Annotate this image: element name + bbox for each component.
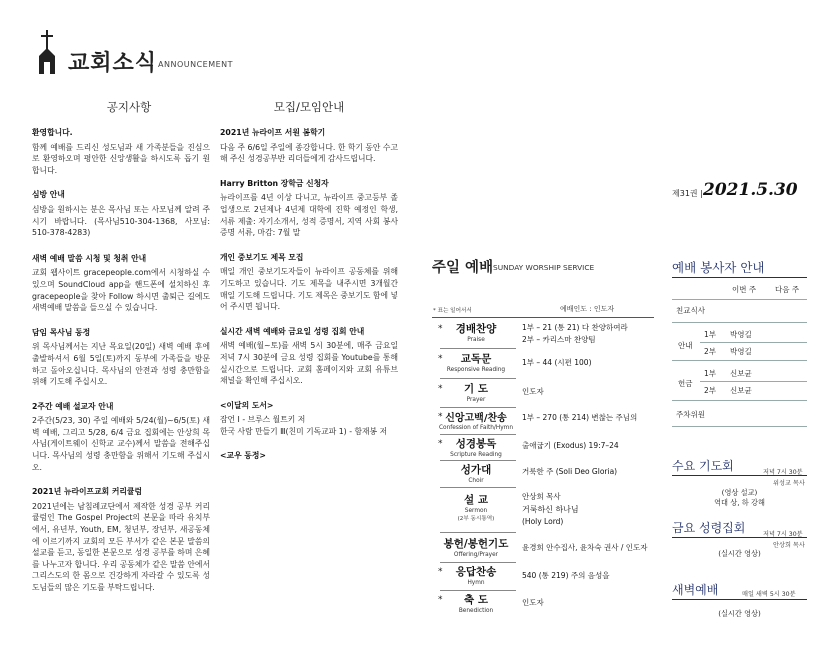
worship-item: * 응답찬송 Hymn 540 (통 219) 주의 음성을 [432, 564, 654, 590]
meetings-column [220, 127, 398, 474]
notices-heading: 공지사항 [106, 100, 152, 114]
worship-divider [432, 317, 654, 318]
meeting-article: <이달의 도서> 잠언 I - 브루스 월트키 저 한국 사람 만들기 Ⅲ(친미 기독교파 1) - 함재봉 저 [220, 400, 388, 436]
bulletin-date: 2021.5.30 [703, 180, 798, 200]
meetings-heading: 모집/모임안내 [273, 100, 345, 114]
worship-leader: 예배인도 : 인도자 [560, 305, 615, 313]
volunteers-table: 이번 주 다음 주 친교식사 안내 1부 박영길 2부 박영길 헌금 1부 신보균 2부 신보균 주차위원 [672, 277, 807, 432]
meeting-article: <교우 동정> [220, 451, 266, 461]
meeting-article: Harry Britton 장학금 신청자 뉴라이프를 4년 이상 다니고, 뉴라이프 중고등부 졸업생으로 2년제나 4년제 대학에 진학 예정인 학생, 서류 제출: 자기소개서, 성적 증명서, 지역 사회 봉사 증명 서류, 마감: 7월 말 [220, 178, 398, 238]
worship-item: 봉헌/봉헌기도 Offering/Prayer 윤경희 안수집사, 윤차숙 권사 / 인도자 [432, 536, 654, 562]
divider [672, 475, 807, 476]
worship-subtitle: SUNDAY WORSHIP SERVICE [493, 263, 595, 272]
dawn-service-note: (실시간 영상) [718, 609, 761, 618]
standing-note: * 표는 일어서서 [433, 308, 472, 314]
worship-item: * 기 도 Prayer 인도자 [432, 381, 654, 409]
notice-article: 환영합니다. 함께 예배를 드리신 성도님과 새 가족분들을 진심으로 환영하오며 평안한 신앙생활을 하시도록 돕기 원합니다. [32, 128, 210, 175]
wednesday-service-time: 저녁 7시 30분 [763, 469, 803, 476]
church-cross-icon [36, 30, 58, 74]
dawn-service-time: 매일 새벽 5시 30분 [742, 591, 796, 598]
worship-item-sermon: 설 교 Sermon (2부 동시통역) 안상희 목사 거룩하신 하나님 (Holy Lord) [432, 490, 654, 532]
divider [672, 537, 807, 538]
worship-title: 주일 예배 [432, 260, 494, 276]
notice-article: 2주간 예배 설교자 안내 2주간(5/23, 30) 주일 예배와 5/24(월)~6/5(토) 새벽 예배, 그리고 5/28, 6/4 금요 집회에는 안상희 목사님(게이트웨이 신학교 교수)께서 말씀을 전해주십니다. 목사님의 성령 충만함을 위해서 기도해 주십시오. [32, 401, 210, 472]
page-title: 교회소식 [68, 51, 158, 76]
volunteers-title: 예배 봉사자 안내 [672, 260, 765, 275]
notice-article: 2021년 뉴라이프교회 커리큘럼 2021년에는 남침례교단에서 제작한 성경 공부 커리큘럼인 The Gospel Project의 본문을 따라 유치부에서, 유년부, Youth, EM, 청년부, 장년부, 새공동체에 이르기까지 교회의 모든 부서가 같은 본문 말씀의 설교를 듣고, 동일한 본문으로 성경 공부를 하며 은혜를 나누고자 합니다. 우리 공동체가 같은 말씀 안에서 그리스도의 한 몸으로 건강하게 자라갈 수 있도록 성도님들의 많은 기도를 부탁드립니다. [32, 487, 210, 592]
worship-item: * 신앙고백/찬송 Confession of Faith/Hymn 1부 – 270 (통 214) 변찮는 주님의 [432, 409, 654, 436]
meeting-article: 개인 중보기도 제목 모집 매일 개인 중보기도자들이 뉴라이프 공동체를 위해 기도하고 있습니다. 기도 제목을 내주시면 3개월간 매일 기도해 드립니다. 기도 제목은 중보기도 함에 넣어 주시면 됩니다. [220, 252, 398, 312]
notices-column [32, 127, 210, 606]
wednesday-service-title: 수요 기도회 [672, 459, 734, 473]
friday-service-title: 금요 성령집회 [672, 521, 746, 535]
notice-article: 담임 목사님 동정 위 목사님께서는 지난 목요일(20일) 새벽 예배 후에 출발하셔서 6월 5일(토)까지 동부에 가족들을 방문하고 돌아오십니다. 목사님의 안전과 성령 충만함을 위해 기도해 주십시오. [32, 327, 210, 387]
divider [672, 599, 807, 600]
wednesday-service-note: (영상 설교) 역대 상, 하 강해 [714, 488, 765, 507]
wednesday-service-speaker: 위성교 목사 [773, 480, 805, 487]
worship-item: 성가대 Choir 거룩한 주 (Soli Deo Gloria) [432, 462, 654, 488]
worship-item: * 교독문 Responsive Reading 1부 – 44 (시편 100) [432, 351, 654, 381]
friday-service-time: 저녁 7시 30분 [763, 531, 803, 538]
page-subtitle: ANNOUNCEMENT [158, 60, 234, 69]
meeting-article: 실시간 새벽 예배와 금요일 성령 집회 안내 새벽 예배(월~토)를 새벽 5시 30분에, 매주 금요일 저녁 7시 30분에 금요 성령 집회를 Youtube를 통해 실시간으로 드립니다. 교회 홈페이지와 교회 유튜브 채널을 확인해 주십시오. [220, 326, 398, 386]
dawn-service-title: 새벽예배 [672, 583, 719, 597]
meeting-article: 2021년 뉴라이프 서원 봄학기 다음 주 6/6일 주일에 종강합니다. 한 학기 동안 수고해 주신 성경공부반 리더들에게 감사드립니다. [220, 128, 398, 164]
volume-number: 제31권 | [672, 189, 703, 198]
worship-item: * 경배찬양 Praise 1부 – 21 (통 21) 다 찬양하여라 2부 – 카리스마 찬양팀 [432, 321, 654, 351]
friday-service-speaker: 안상희 목사 [773, 542, 805, 549]
notice-article: 심방 안내 심방을 원하시는 분은 목사님 또는 사모님께 알려 주시기 바랍니다. (목사님510-304-1368, 사모님: 510-378-4283) [32, 190, 210, 238]
notice-article: 새벽 예배 말씀 시청 및 청취 안내 교회 웹사이트 gracepeople.com에서 시청하실 수 있으며 SoundCloud app을 핸드폰에 설치하신 후 gracepeople을 찾아 Follow 하시면 출퇴근 길에도 새벽예배 말씀을 들으실 수 있습니다. [32, 253, 210, 313]
worship-item: * 성경봉독 Scripture Reading 출애굽기 (Exodus) 19:7–24 [432, 436, 654, 462]
worship-item: * 축 도 Benediction 인도자 [438, 594, 544, 614]
friday-service-note: (실시간 영상) [718, 549, 761, 558]
